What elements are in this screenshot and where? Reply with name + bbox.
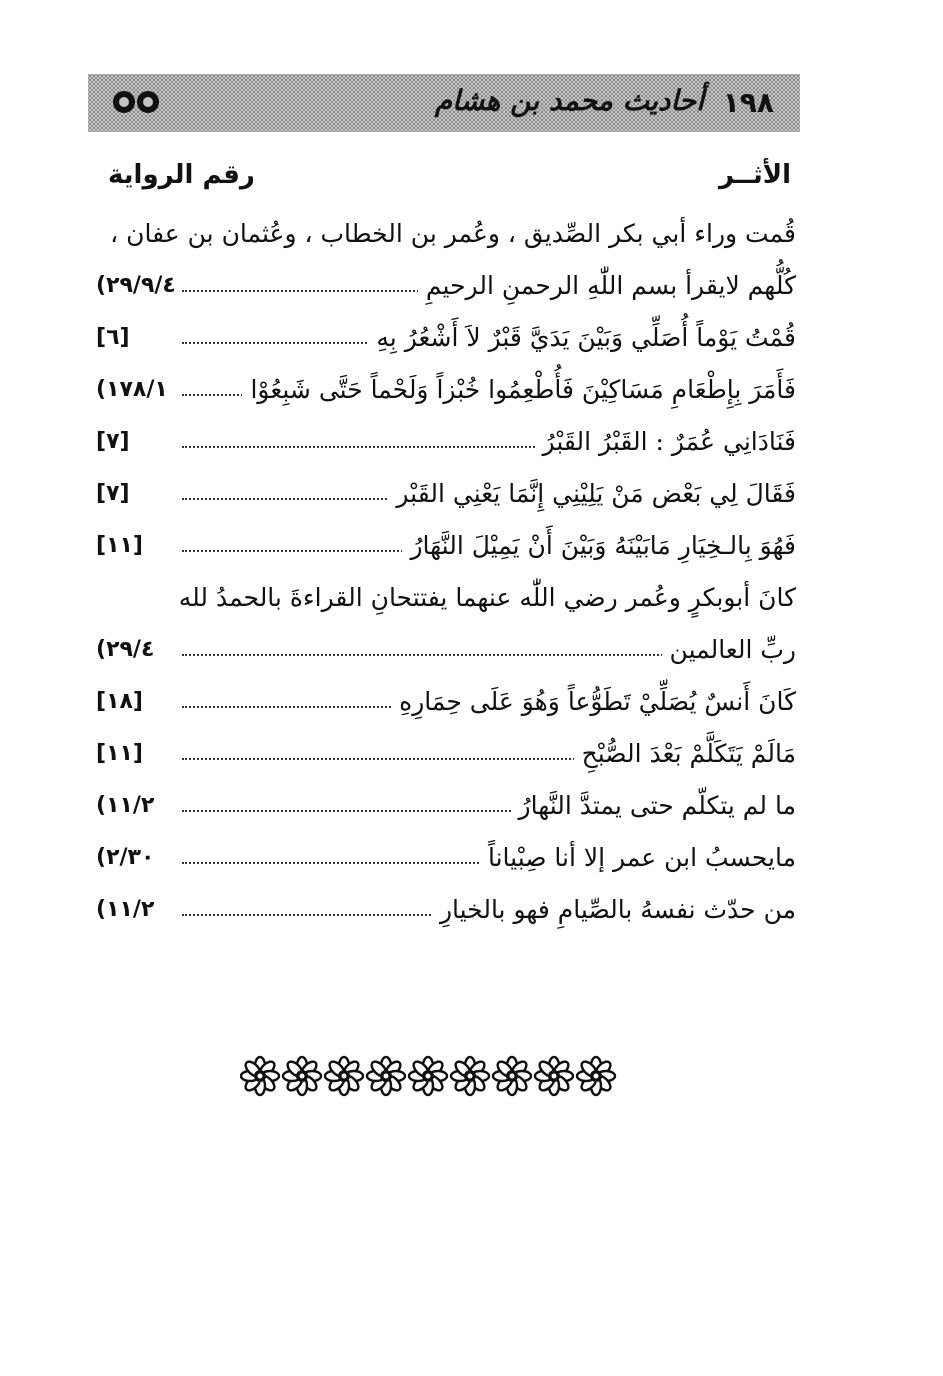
page-number: ١٩٨ <box>722 86 774 119</box>
list-item <box>96 572 796 624</box>
column-header-riwaya: رقم الرواية <box>108 160 255 190</box>
riwaya-number: (٢/٣٠ <box>96 838 160 878</box>
double-ring-ornament-icon <box>110 88 162 116</box>
list-item <box>96 780 796 832</box>
athar-text: كانَ أبوبكرٍ وعُمر رضي اللّٰه عنهما يفتتحانِ القراءةَ بالحمدُ لله <box>171 578 796 618</box>
athar-text: مَالَمْ يَتَكَلَّمْ بَعْدَ الصُّبْحِ <box>574 734 796 774</box>
flower-ornament-icon <box>535 1057 573 1095</box>
athar-text: مايحسبُ ابن عمر إلا أنا صِبْياناً <box>480 838 796 878</box>
riwaya-number: [٧] <box>96 422 136 462</box>
flower-ornament-icon <box>451 1057 489 1095</box>
riwaya-number: [١١] <box>96 526 149 566</box>
riwaya-number: [٦] <box>96 318 136 358</box>
riwaya-number: (١١/٢ <box>96 786 160 826</box>
flower-ornament-icon <box>325 1057 363 1095</box>
list-item <box>96 416 796 468</box>
flower-ornament-icon <box>577 1057 615 1095</box>
flower-ornament-icon <box>493 1057 531 1095</box>
athar-text: قُمْتُ يَوْماً أُصَلِّي وَبَيْنَ يَدَيَّ قَبْرٌ لاَ أَشْعُرُ بِهِ <box>368 318 796 358</box>
list-item <box>96 728 796 780</box>
running-header <box>88 74 800 132</box>
riwaya-number: [١٨] <box>96 682 149 722</box>
list-item <box>96 624 796 676</box>
list-item <box>96 884 796 936</box>
athar-text: فَأَمَرَ بِإِطْعَامِ مَسَاكِيْنَ فَأُطْعِمُوا خُبْزاً وَلَحْماً حَتَّى شَبِعُوْا <box>242 370 796 410</box>
list-item <box>96 364 796 416</box>
list-item <box>96 260 796 312</box>
athar-text: من حدّث نفسهُ بالصِّيامِ فهو بالخيارِ <box>432 890 796 930</box>
flower-ornament-icon <box>283 1057 321 1095</box>
athar-text: فَقَالَ لِي بَعْض مَنْ يَلِيْنِي إِنَّمَا يَعْنِي القَبْر <box>388 474 796 514</box>
riwaya-number: (١٧٨/١ <box>96 370 174 410</box>
flower-ornament-icon <box>367 1057 405 1095</box>
athar-text: ربِّ العالمين <box>662 630 796 670</box>
list-item <box>96 208 796 260</box>
book-title: أحاديث محمد بن هشام <box>434 84 704 117</box>
athar-text: ما لم يتكلّم حتى يمتدَّ النَّهارُ <box>511 786 796 826</box>
riwaya-number: [٧] <box>96 474 136 514</box>
riwaya-number: (١١/٢ <box>96 890 160 930</box>
flower-ornament-row <box>240 1054 640 1098</box>
athar-text: كَانَ أَنسٌ يُصَلِّيْ تَطَوُّعاً وَهُوَ عَلَى حِمَارِهِ <box>391 682 796 722</box>
riwaya-number: (٢٩/٩/٤ <box>96 266 182 306</box>
riwaya-number: [١١] <box>96 734 149 774</box>
list-item <box>96 676 796 728</box>
entries-list <box>96 208 796 936</box>
column-header-athar: الأثــر <box>719 160 791 190</box>
riwaya-number: (٢٩/٤ <box>96 630 160 670</box>
athar-text: فَهُوَ بِالـخِيَارِ مَابَيْنَهُ وَبَيْنَ أَنْ يَمِيْلَ النَّهَارُ <box>402 526 796 566</box>
athar-text: فَنَادَانِي عُمَرٌ : القَبْرُ القَبْرُ <box>535 422 796 462</box>
list-item <box>96 468 796 520</box>
list-item <box>96 832 796 884</box>
list-item <box>96 312 796 364</box>
athar-text: قُمت وراء أبي بكر الصِّديق ، وعُمر بن الخطاب ، وعُثمان بن عفان ، <box>102 214 796 254</box>
flower-ornament-icon <box>409 1057 447 1095</box>
flower-ornament-icon <box>241 1057 279 1095</box>
athar-text: كُلُّهم لايقرأ بسم اللّٰهِ الرحمنِ الرحيمِ <box>418 266 796 306</box>
list-item <box>96 520 796 572</box>
